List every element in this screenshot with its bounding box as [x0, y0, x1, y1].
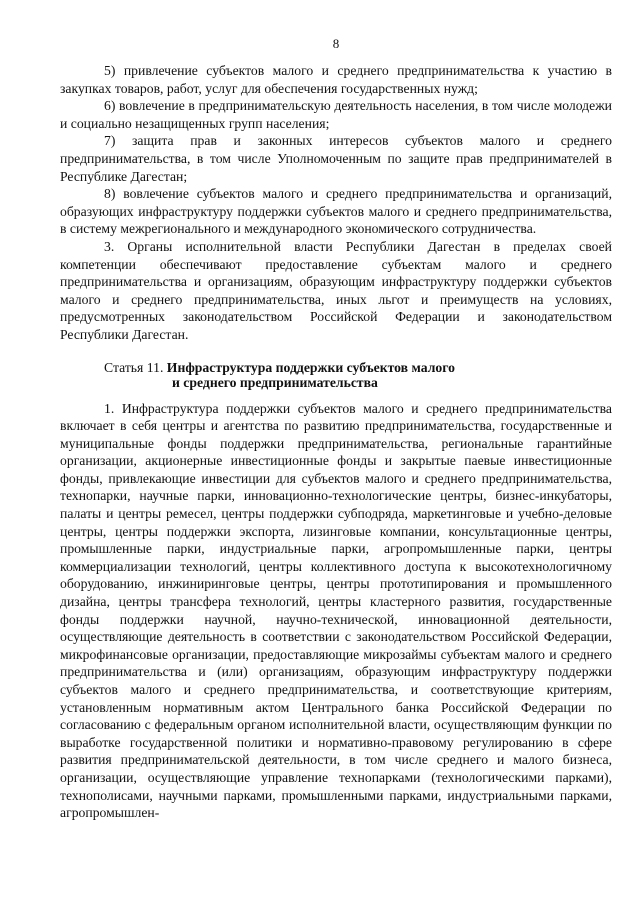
paragraph-item-6: 6) вовлечение в предпринимательскую деятельность населения, в том числе молодежи и социально незащищенных групп населения;: [60, 98, 612, 131]
paragraph-article11-clause-1: 1. Инфраструктура поддержки субъектов малого и среднего предпринимательства включает в себя центры и агентства по развитию предпринимательства, государственные и муниципальные фонды поддержки предпринимательства, региональные гарантийные организации, акционерные инвестиционные фонды и закрытые паевые инвестиционные фонды, привлекающие инвестиции для субъектов малого и среднего предпринимательства, технопарки, научные парки, инновационно-технологические центры, бизнес-инкубаторы, палаты и центры ремесел, центры поддержки субподряда, маркетинговые и учебно-деловые центры, центры поддержки экспорта, лизинговые компании, консультационные центры, промышленные парки, индустриальные парки, агропромышленные парки, центры коммерциализации технологий, центры коллективного доступа к высокотехнологичному оборудованию, инжиниринговые центры, центры прототипирования и промышленного дизайна, центры трансфера технологий, центры кластерного развития, государственные фонды поддержки научной, научно-технической, инновационной деятельности, осуществляющие деятельность в соответствии с законодательством Российской Федерации, микрофинансовые организации, предоставляющие микрозаймы субъектам малого и среднего предпринимательства и (или) организациям, образующим инфраструктуру поддержки субъектов малого и среднего предпринимательства, и соответствующие критериям, установленным нормативным актом Центрального банка Российской Федерации по согласованию с федеральным органом исполнительной власти, осуществляющим функции по выработке государственной политики и нормативно-правовому регулированию в сфере развития предпринимательской деятельности, в том числе среднего и малого бизнеса, организации, осуществляющие управление технопарками (технологическими парками), технополисами, научными парками, промышленными парками, индустриальными парками, агропромышлен-: [60, 400, 612, 821]
page-number: 8: [332, 36, 340, 51]
paragraph-item-7: 7) защита прав и законных интересов субъектов малого и среднего предпринимательства, в том числе Уполномоченным по защите прав предпринимателей в Республике Дагестан;: [60, 133, 612, 184]
article-title-line1: Инфраструктура поддержки субъектов малого: [166, 359, 455, 375]
paragraph-item-8: 8) вовлечение субъектов малого и среднего предпринимательства и организаций, образующих инфраструктуру поддержки субъектов малого и среднего предпринимательства, в систему межрегионального и международного экономического сотрудничества.: [60, 186, 612, 237]
article-title-line2: и среднего предпринимательства: [172, 374, 378, 390]
paragraph-item-5: 5) привлечение субъектов малого и среднего предпринимательства к участию в закупках товаров, работ, услуг для обеспечения государственных нужд;: [60, 63, 612, 96]
paragraph-clause-3: 3. Органы исполнительной власти Республики Дагестан в пределах своей компетенции обеспечивают предоставление субъектам малого и среднего предпринимательства и организациям, образующим инфраструктуру поддержки субъектов малого и среднего предпринимательства, иных льгот и преимуществ на условиях, предусмотренных законодательством Российской Федерации и законодательством Республики Дагестан.: [60, 238, 612, 342]
article-heading: [60, 360, 612, 390]
article-number: Статья 11.: [104, 359, 164, 375]
